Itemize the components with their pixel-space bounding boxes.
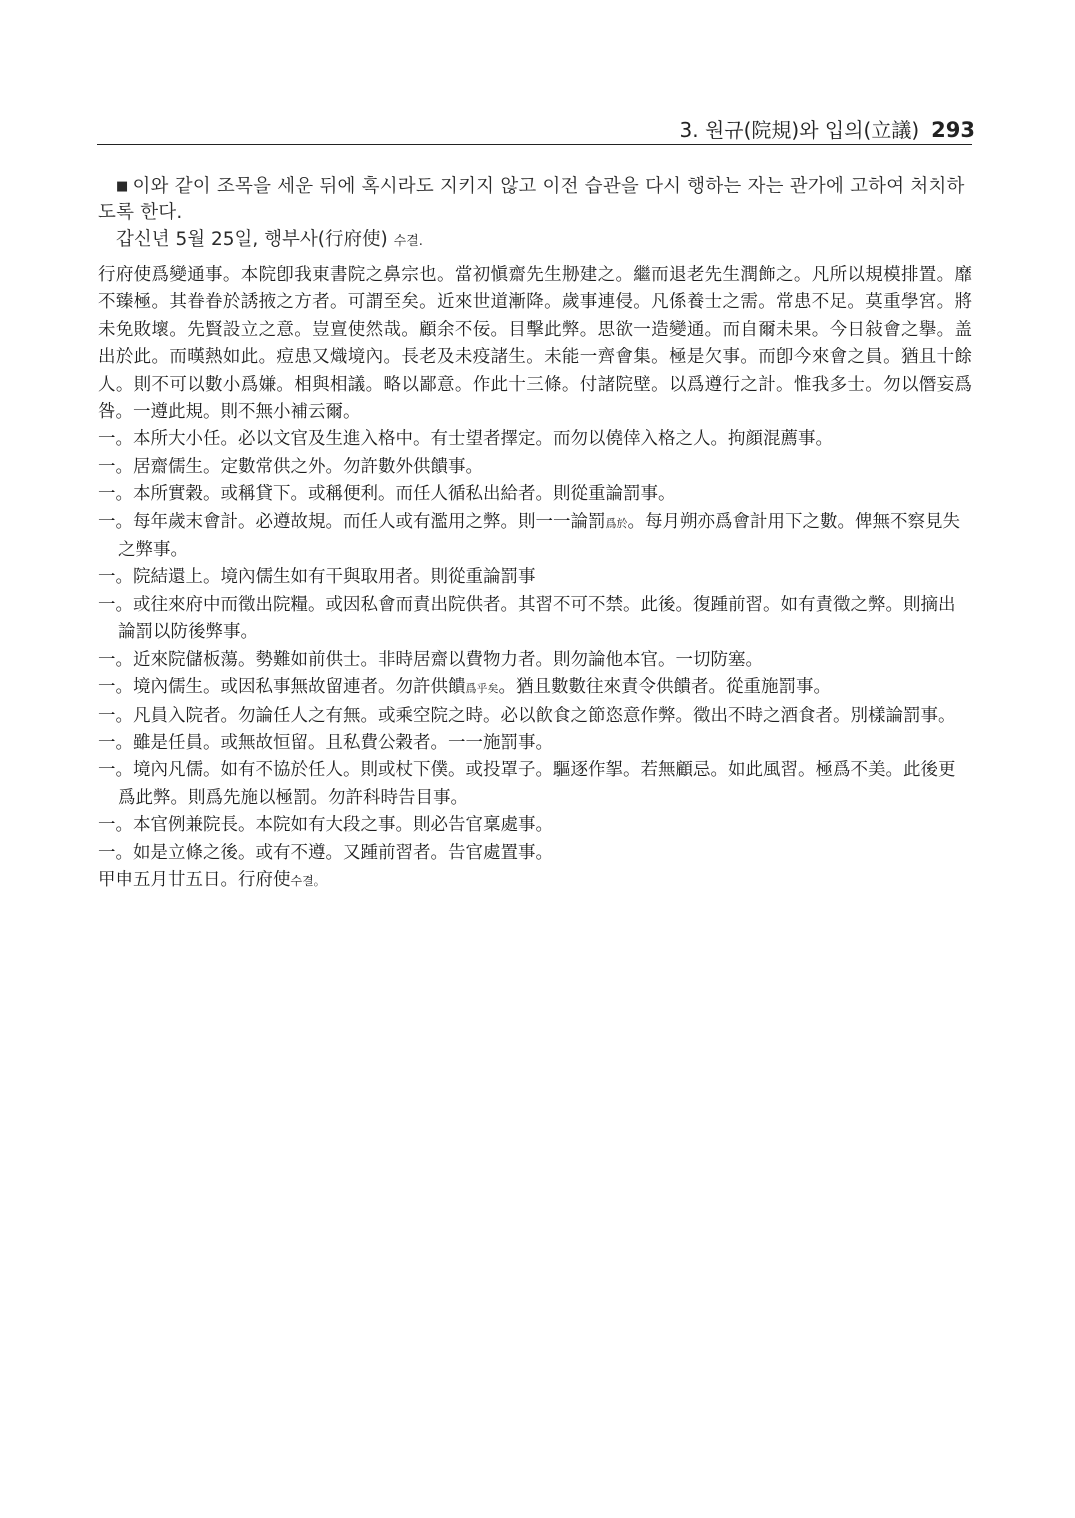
- korean-date-text: 갑신년 5월 25일, 행부사(行府使): [116, 229, 388, 250]
- rule-item: 一。居齋儒生。定數常供之外。勿許數外供饋事。: [98, 456, 483, 477]
- rule-item: 一。每年歲末會計。必遵故規。而任人或有濫用之弊。則一一論罰爲於。每月朔亦爲會計用下之數。俾無不察見失之弊事。: [98, 511, 960, 561]
- page-number: 293: [931, 118, 975, 142]
- korean-translation-paragraph: [98, 174, 972, 226]
- rule-item: 一。雖是任員。或無故恒留。且私費公穀者。一一施罰事。: [98, 732, 553, 753]
- closing-signature: 수결。: [290, 873, 326, 888]
- closing-date-line: 甲申五月廿五日。行府使수결。: [98, 869, 326, 890]
- running-header: [560, 116, 975, 144]
- korean-translation-text: 이와 같이 조목을 세운 뒤에 혹시라도 지키지 않고 이전 습관을 다시 행하는 자는 관가에 고하여 처치하도록 한다.: [98, 176, 965, 223]
- header-rule: [97, 144, 972, 145]
- rule-item: 一。如是立條之後。或有不遵。又踵前習者。告官處置事。: [98, 842, 553, 863]
- interlinear-note: 爲乎矣: [465, 682, 499, 696]
- rule-item: 一。或往來府中而徵出院糧。或因私會而責出院供者。其習不可不禁。此後。復踵前習。如有責徵之弊。則摘出論罰以防後弊事。: [98, 594, 956, 643]
- korean-signature: 수결.: [393, 234, 423, 249]
- square-bullet-icon: ■: [116, 179, 129, 194]
- section-title: 3. 원규(院規)와 입의(立議): [679, 118, 920, 142]
- rule-item: 一。近來院儲板蕩。勢難如前供士。非時居齋以費物力者。則勿論他本官。一切防塞。: [98, 649, 763, 670]
- rule-item: 一。凡員入院者。勿論任人之有無。或乘空院之時。必以飮食之節恣意作弊。徵出不時之酒食者。別樣論罰事。: [98, 705, 956, 726]
- rule-item: 一。院結還上。境內儒生如有干與取用者。則從重論罰事: [98, 567, 536, 588]
- classical-chinese-text: [98, 262, 972, 895]
- rule-item: 一。本官例兼院長。本院如有大段之事。則必告官稟處事。: [98, 815, 553, 836]
- interlinear-note: 爲於: [605, 516, 628, 530]
- rule-item: 一。境內凡儒。如有不協於任人。則或杖下僕。或投罩子。驅逐作挐。若無顧忌。如此風習。極爲不美。此後更爲此弊。則爲先施以極罰。勿許科時告目事。: [98, 760, 956, 808]
- rule-item: 一。本所大小任。必以文官及生進入格中。有士望者擇定。而勿以僥倖入格之人。拘顔混薦事。: [98, 429, 833, 450]
- korean-date-line: [98, 227, 990, 255]
- rule-item: 一。境內儒生。或因私事無故留連者。勿許供饋爲乎矣。猶且數數往來責令供饋者。從重施罰事。: [98, 677, 831, 698]
- intro-paragraph: 行府使爲變通事。本院卽我東書院之鼻宗也。當初愼齋先生刱建之。繼而退老先生潤飾之。凡所以規模排置。靡不臻極。其眷眷於誘掖之方者。可謂至矣。近來世道漸降。歲事連侵。凡係養士之需。常患不足。莫重學宮。將未免敗壞。先賢設立之意。豈亶使然哉。顧余不佞。目擊此弊。思欲一造變通。而自爾未果。今日敍會之擧。盖出於此。而暵熱如此。痘患又熾境內。長老及未疫諸生。未能一齊會集。極是欠事。而卽今來會之員。猶且十餘人。則不可以數小爲嫌。相與相議。略以鄙意。作此十三條。付諸院壁。以爲遵行之計。惟我多士。勿以僭妄爲咎。一遵此規。則不無小補云爾。: [98, 265, 972, 423]
- rule-item: 一。本所實穀。或稱貸下。或稱便利。而任人循私出給者。則從重論罰事。: [98, 484, 676, 505]
